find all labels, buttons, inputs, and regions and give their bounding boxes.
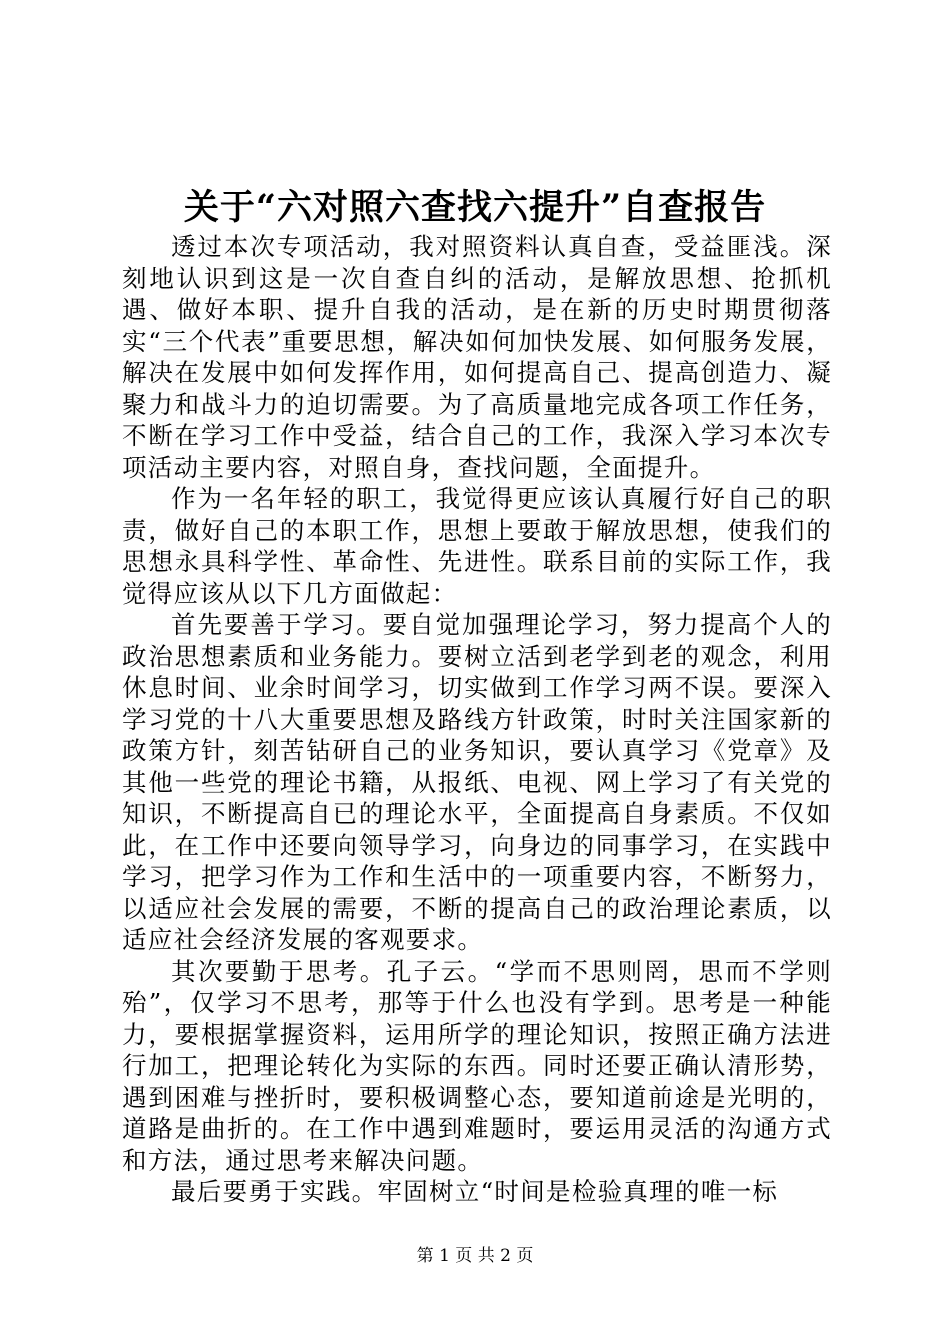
document-title: 关于“六对照六查找六提升”自查报告 <box>183 187 767 228</box>
paragraph-1: 透过本次专项活动，我对照资料认真自查，受益匪浅。深刻地认识到这是一次自查自纠的活动，是解放思想、抢抓机遇、做好本职、提升自我的活动，是在新的历史时期贯彻落实“三个代表”重要思想，解决如何加快发展、如何服务发展，解决在发展中如何发挥作用，如何提高自己、提高创造力、凝聚力和战斗力的迫切需要。为了高质量地完成各项工作任务，不断在学习工作中受益，结合自己的工作，我深入学习本次专项活动主要内容，对照自身，查找问题，全面提升。 <box>122 232 832 482</box>
paragraph-2: 作为一名年轻的职工，我觉得更应该认真履行好自己的职责，做好自己的本职工作，思想上要敢于解放思想，使我们的思想永具科学性、革命性、先进性。联系目前的实际工作，我觉得应该从以下几方面做起： <box>122 484 832 608</box>
paragraph-3: 首先要善于学习。要自觉加强理论学习，努力提高个人的政治思想素质和业务能力。要树立活到老学到老的观念，利用休息时间、业余时间学习，切实做到工作学习两不误。要深入学习党的十八大重要思想及路线方针政策，时时关注国家新的政策方针，刻苦钻研自己的业务知识，要认真学习《党章》及其他一些党的理论书籍，从报纸、电视、网上学习了有关党的知识，不断提高自已的理论水平，全面提高自身素质。不仅如此，在工作中还要向领导学习，向身边的同事学习，在实践中学习，把学习作为工作和生活中的一项重要内容，不断努力，以适应社会发展的需要，不断的提高自己的政治理论素质，以适应社会经济发展的客观要求。 <box>122 610 832 954</box>
paragraph-5: 最后要勇于实践。牢固树立“时间是检验真理的唯一标 <box>171 1177 779 1206</box>
document-body <box>122 231 832 1208</box>
page-number-footer: 第 1 页 共 2 页 <box>416 1246 534 1266</box>
paragraph-4: 其次要勤于思考。孔子云。“学而不思则罔，思而不学则殆”，仅学习不思考，那等于什么也没有学到。思考是一种能力，要根据掌握资料，运用所学的理论知识，按照正确方法进行加工，把理论转化为实际的东西。同时还要正确认清形势，遇到困难与挫折时，要积极调整心态，要知道前途是光明的，道路是曲折的。在工作中遇到难题时，要运用灵活的沟通方式和方法，通过思考来解决问题。 <box>122 956 832 1175</box>
